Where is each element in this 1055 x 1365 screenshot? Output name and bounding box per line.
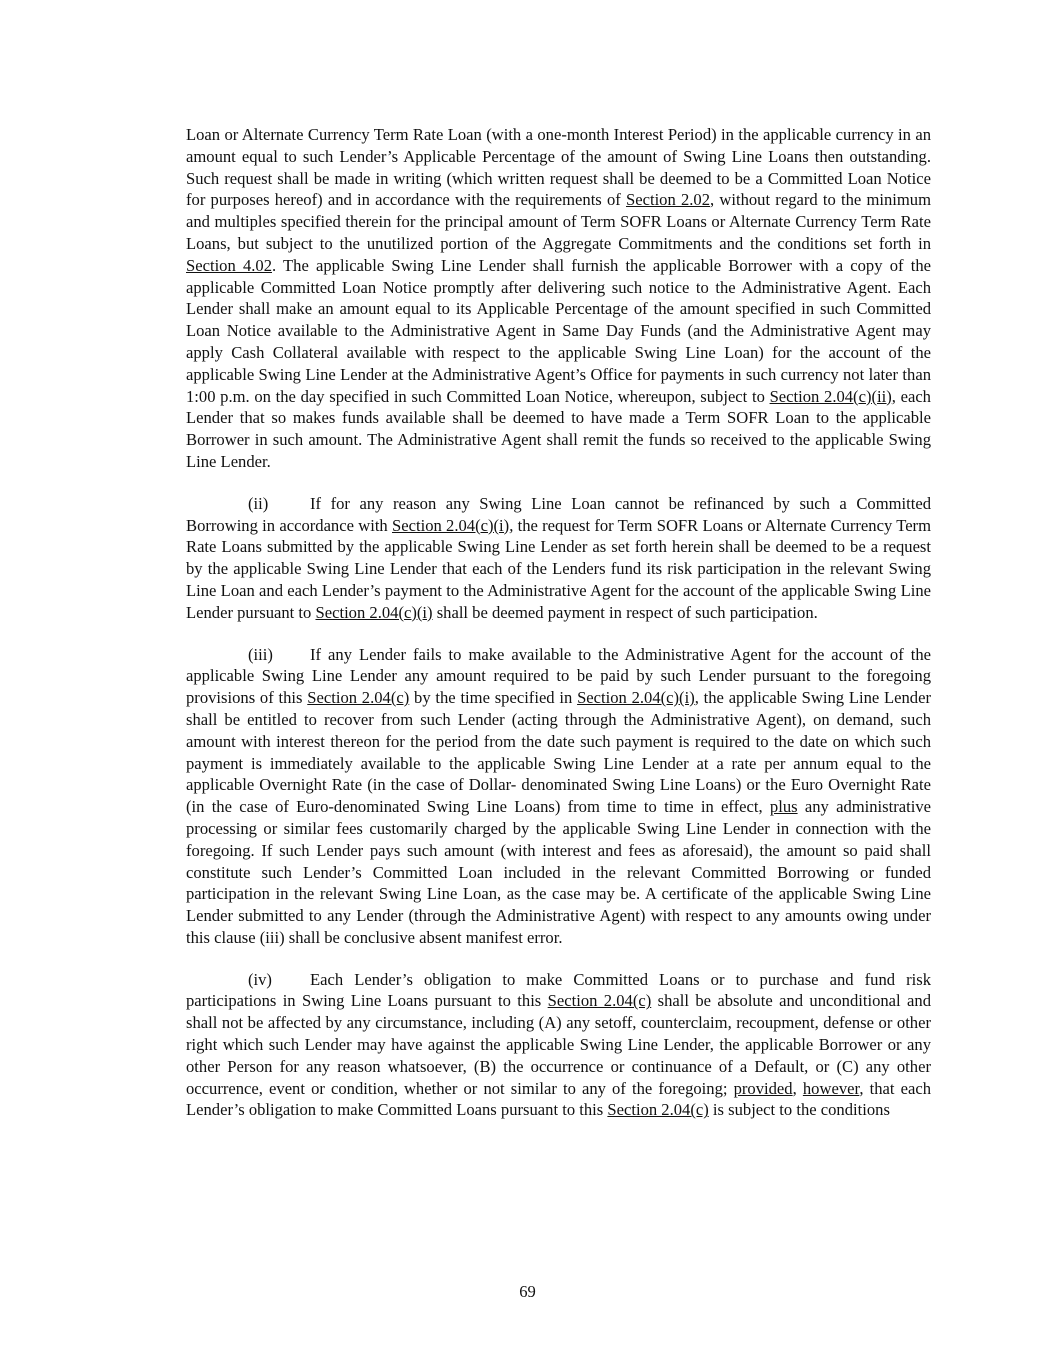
body-text: . The applicable Swing Line Lender shall furnish the applicable Borrower with a copy of the applicable Committed Loan Notice promptly after delivering such notice to the Administrative Agent. Each Lender shall make an amount equal to its Applicable Percentage of the amount specified in such Committed Loan Notice available to the Administrative Agent in Same Day Funds (and the Administrative Agent may apply Cash Collateral available with respect to the applicable Swing Line Loan) for the account of the applicable Swing Line Lender at the Administrative Agent’s Office for payments in such currency not later than 1:00 p.m. on the day specified in such Committed Loan Notice, whereupon, subject to — [186, 255, 931, 406]
body-text: , each Lender that so makes funds available shall be deemed to have made a Term SOFR Loan to the applicable Borrower in such amount. The Administrative Agent shall remit the funds so received to the applicable Swing Line Lender. — [186, 386, 931, 471]
body-text: is subject to the conditions — [708, 1100, 890, 1120]
section-reference: Section 2.04(c)(ii) — [769, 386, 892, 406]
body-text: , that each Lender’s obligation to make Committed Loans pursuant to this — [186, 1078, 931, 1120]
body-text: , the request for Term SOFR Loans or Alternate Currency Term Rate Loans submitted by the applicable Swing Line Lender as set forth herein shall be deemed to be a request by the applicable Swing Line Lender that each of the Lenders fund its risk participation in the relevant Swing Line Loan and each Lender’s payment to the Administrative Agent for the account of the applicable Swing Line Lender pursuant to — [186, 515, 931, 622]
body-text: shall be deemed payment in respect of such participation. — [432, 602, 818, 622]
paragraph-clause-iv — [186, 969, 931, 1122]
paragraph-clause-ii — [186, 493, 931, 624]
body-text: by the time specified in — [409, 688, 578, 708]
section-reference: Section 2.02 — [626, 190, 711, 210]
section-reference: plus — [769, 797, 798, 817]
section-reference: provided — [733, 1078, 793, 1098]
body-text: , without regard to the minimum and multiples specified therein for the principal amount of Term SOFR Loans or Alternate Currency Term Rate Loans, but subject to the unutilized portion of the Aggregate Commitments and the conditions set forth in — [186, 190, 932, 253]
section-reference: Section 2.04(c)(i) — [577, 688, 695, 708]
clause-number: (iv) — [248, 969, 272, 989]
body-text: , the applicable Swing Line Lender shall be entitled to recover from such Lender (acting through the Administrative Agent), on demand, such amount with interest thereon for the period from the date such payment is required to the date on which such payment is immediately available to the applicable Swing Line Lender at a rate per annum equal to the applicable Overnight Rate (in the case of Dollar- denominated Swing Line Loans) or the Euro Overnight Rate (in the case of Euro-denominated Swing Line Loans) from time to time in effect, — [186, 688, 931, 817]
section-reference: Section 2.04(c)(i) — [315, 602, 433, 622]
body-text: If any Lender fails to make available to the Administrative Agent for the account of the applicable Swing Line Lender any amount required to be paid by such Lender pursuant to the foregoing provisions of this — [186, 644, 931, 708]
clause-number: (iii) — [248, 644, 273, 664]
body-text: Loan or Alternate Currency Term Rate Loan (with a one-month Interest Period) in the applicable currency in an amount equal to such Lender’s Applicable Percentage of the amount of Swing Line Loans then outstanding. Such request shall be made in writing (which written request shall be deemed to be a Committed Loan Notice for purposes hereof) and in accordance with the requirements of — [186, 125, 931, 210]
paragraph-continuation — [186, 124, 931, 473]
body-text: any administrative processing or similar fees customarily charged by the applicable Swing Line Lender in connection with the foregoing. If such Lender pays such amount (with interest and fees as aforesaid), the amount so paid shall constitute such Lender’s Committed Loan included in the relevant Committed Borrowing or funded participation in the relevant Swing Line Loan, as the case may be. A certificate of the applicable Swing Line Lender submitted to any Lender (through the Administrative Agent) with respect to any amounts owing under this clause (iii) shall be conclusive absent manifest error. — [186, 797, 932, 947]
section-reference: Section 2.04(c) — [607, 1100, 709, 1120]
section-reference: Section 2.04(c) — [547, 991, 652, 1011]
section-reference: Section 2.04(c) — [307, 688, 410, 708]
page-number: 69 — [519, 1282, 536, 1301]
paragraph-clause-iii — [186, 644, 931, 949]
body-text: If for any reason any Swing Line Loan cannot be refinanced by such a Committed Borrowing in accordance with — [186, 493, 931, 535]
body-text: shall be absolute and unconditional and shall not be affected by any circumstance, including (A) any setoff, counterclaim, recoupment, defense or other right which such Lender may have against the applicable Swing Line Lender, the applicable Borrower or any other Person for any reason whatsoever, (B) the occurrence or continuance of a Default, or (C) any other occurrence, event or condition, whether or not similar to any of the foregoing; — [186, 991, 931, 1098]
body-text: , — [792, 1078, 803, 1098]
section-reference: however — [802, 1078, 860, 1098]
clause-number: (ii) — [248, 493, 269, 513]
section-reference: Section 4.02 — [186, 255, 272, 275]
section-reference: Section 2.04(c)(i) — [392, 515, 510, 535]
document-page — [186, 124, 931, 1141]
body-text: Each Lender’s obligation to make Committed Loans or to purchase and fund risk participations in Swing Line Loans pursuant to this — [186, 969, 931, 1011]
